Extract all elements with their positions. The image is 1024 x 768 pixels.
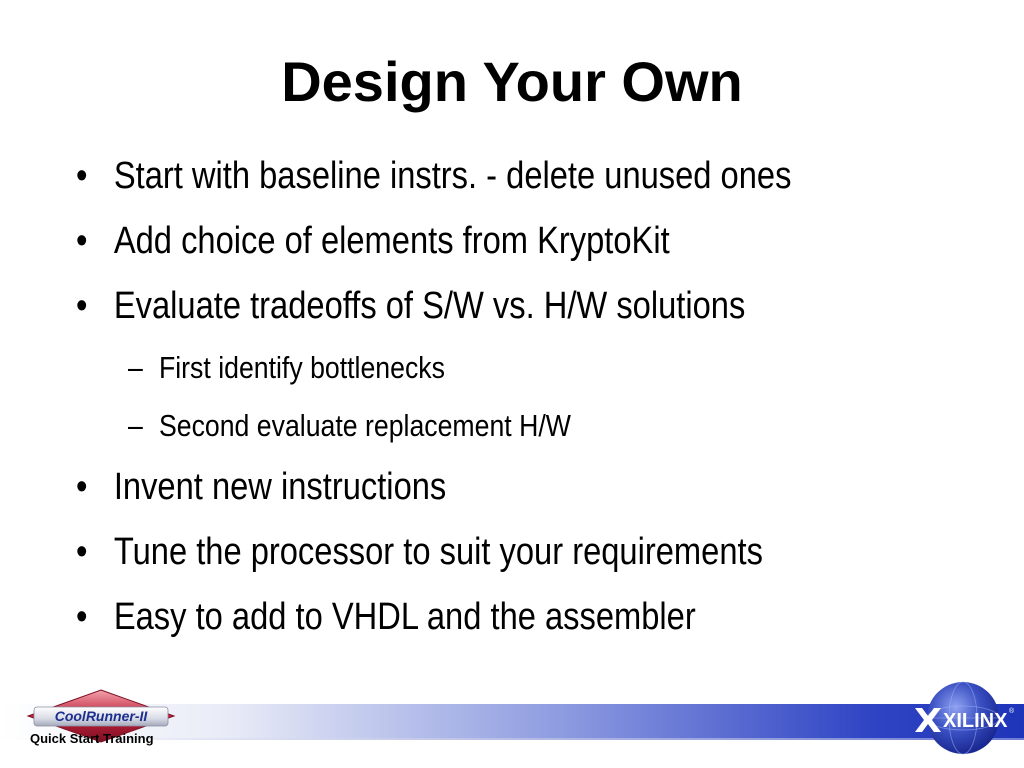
xilinx-logo [905,680,1024,760]
bullet-item [76,218,670,264]
sub-bullet-marker: – [128,350,143,385]
bullet-item [76,464,446,510]
bullet-text: Invent new instructions [113,466,447,508]
bullet-text: Evaluate tradeoffs of S/W vs. H/W solutions [113,285,746,327]
sub-bullet-item [128,407,571,445]
bullet-marker: • [76,220,88,262]
bullet-marker: • [76,155,88,197]
sub-bullet-text: Second evaluate replacement H/W [158,408,571,443]
bullet-text: Tune the processor to suit your requirements [113,531,763,573]
slide-title: Design Your Own [281,50,743,113]
registered-mark: ® [1009,708,1015,715]
bullet-marker: • [76,596,88,638]
sub-bullet-text: First identify bottlenecks [158,350,445,385]
bullet-text: Easy to add to VHDL and the assembler [113,596,696,638]
bullet-item [76,283,745,329]
bullet-marker: • [76,285,88,327]
sub-bullet-marker: – [128,408,143,443]
xilinx-wordmark: XILINX [943,710,1008,732]
bullet-item [76,594,696,640]
coolrunner-wordmark: CoolRunner-II [54,708,148,724]
bullet-marker: • [76,466,88,508]
footer-caption: Quick Start Training [30,731,154,746]
bullet-text: Add choice of elements from KryptoKit [113,220,670,262]
bullet-item [76,153,791,199]
bullet-item [76,529,763,575]
bullet-text: Start with baseline instrs. - delete unused ones [113,155,792,197]
bullet-marker: • [76,531,88,573]
sub-bullet-item [128,349,445,387]
